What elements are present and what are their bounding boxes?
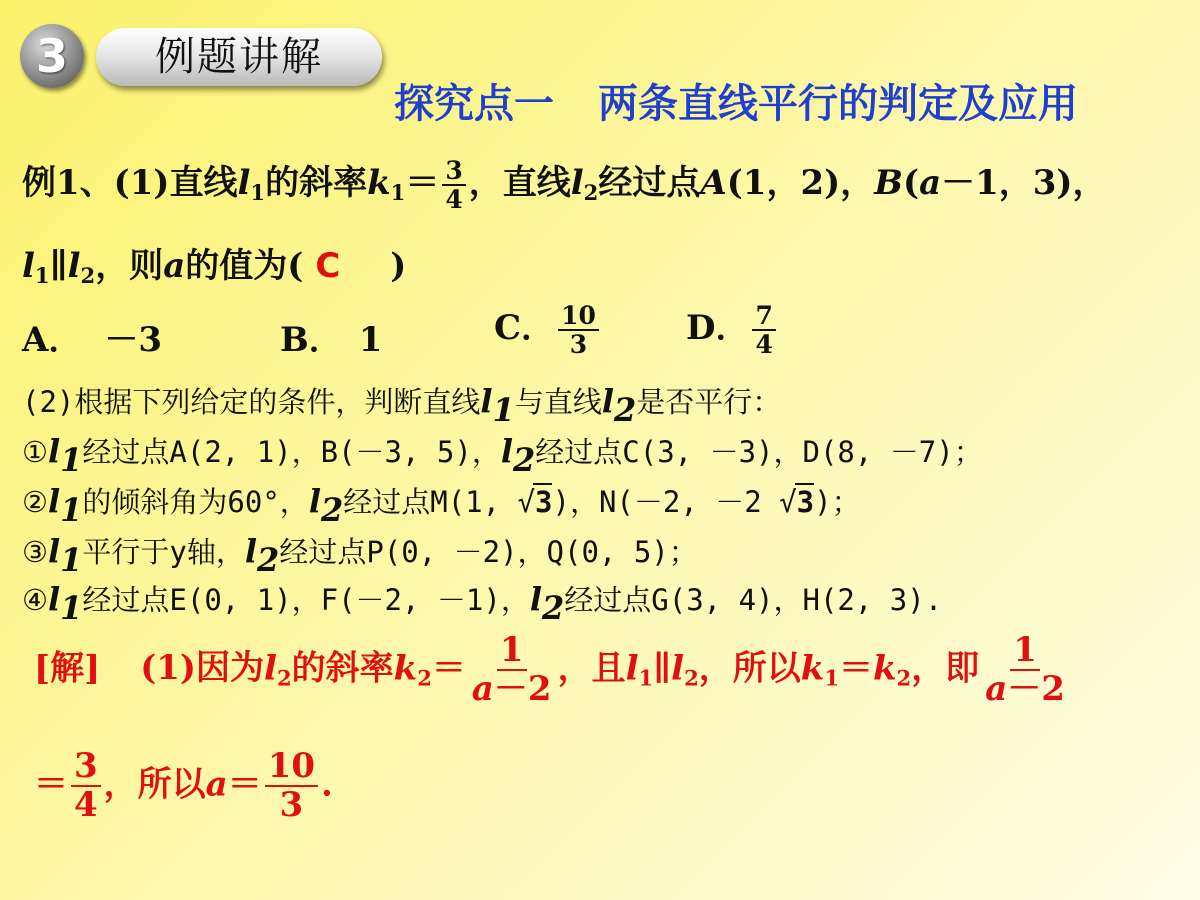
equals: ＝ (838, 648, 873, 689)
coords: (1，2)， (726, 163, 875, 203)
var-l: l (22, 246, 35, 286)
part2-intro (22, 380, 781, 429)
text: 的倾斜角为60°， (82, 485, 309, 519)
sub: 1 (60, 540, 83, 579)
option-d (686, 300, 779, 359)
sub: 1 (492, 390, 515, 429)
var-k: k (872, 648, 897, 689)
sub: 1 (34, 262, 50, 288)
text: )，N(－2, －2 (552, 485, 780, 519)
section-number-badge: 3 (20, 24, 84, 88)
frac-num: 1 (497, 632, 527, 671)
option-label: B． (280, 320, 343, 360)
frac-den (982, 671, 1068, 708)
item-mark: ② (22, 485, 48, 519)
var-a: a (985, 669, 1008, 710)
var-l: l (308, 482, 321, 520)
fraction (469, 632, 555, 709)
text: ，所以 (698, 648, 801, 689)
sqrt-radicand: 3 (535, 485, 553, 519)
example1-prefix: 例1、(1)直线 (22, 163, 238, 203)
topic-prefix: 探究点一 (394, 81, 554, 127)
text: ，即 (911, 648, 980, 689)
fraction (982, 632, 1068, 709)
example1-line2 (22, 238, 406, 288)
equals: ＝ (431, 648, 466, 689)
var-a: a (919, 163, 942, 203)
frac-den: 4 (74, 785, 98, 826)
text: ，则 (95, 246, 164, 286)
text: 是否平行： (636, 385, 782, 419)
sub: 1 (60, 588, 83, 627)
fraction (558, 302, 599, 359)
frac-num: 3 (442, 157, 465, 187)
parallel-symbol: ∥ (49, 246, 68, 286)
paren: ( (902, 163, 920, 203)
solution-line1 (34, 632, 1071, 709)
sub: 1 (250, 179, 266, 205)
option-label: A． (22, 320, 83, 360)
var-l: l (480, 382, 493, 420)
solution-tag: [解] (34, 648, 101, 689)
answer-choice: C (315, 246, 341, 286)
frac-den: 4 (755, 330, 773, 359)
sqrt-symbol: √ (517, 485, 536, 519)
text: ，且 (557, 648, 626, 689)
fraction (442, 157, 465, 214)
var-a: a (163, 246, 186, 286)
text: 经过点M(1, (343, 485, 518, 519)
sub: 2 (613, 390, 637, 429)
sub: 2 (896, 665, 912, 691)
text: ，直线 (468, 163, 571, 203)
var-l: l (529, 580, 543, 618)
item-mark: ④ (22, 583, 48, 617)
var-l: l (601, 382, 614, 420)
option-a (22, 312, 162, 361)
sub: 1 (824, 665, 839, 691)
var-l: l (67, 246, 81, 286)
sub: 2 (684, 665, 699, 691)
sub: 1 (638, 665, 654, 691)
text: (2)根据下列给定的条件，判断直线 (22, 385, 481, 419)
text: －2 (493, 669, 552, 710)
var-l: l (671, 648, 685, 689)
sub: 2 (80, 262, 96, 288)
text: 经过点C(3, －3)，D(8, －7)； (535, 435, 983, 469)
paren: ) (390, 246, 407, 286)
sub: 2 (417, 665, 432, 691)
var-l: l (244, 532, 258, 570)
text: . (321, 764, 333, 805)
sqrt-radicand: 3 (796, 485, 815, 519)
text: 经过点A(2, 1)，B(－3, 5)， (82, 435, 501, 469)
frac-den: 3 (279, 785, 304, 826)
coords: －1，3)， (941, 163, 1107, 203)
frac-num: 7 (752, 302, 775, 332)
var-l: l (48, 482, 61, 520)
sqrt-symbol: √ (779, 485, 797, 519)
frac-num: 3 (71, 748, 101, 787)
text: 经过点G(3, 4)，H(2, 3). (564, 583, 943, 617)
part2-item-1 (22, 430, 983, 479)
point-b: B (874, 163, 903, 203)
equals: ＝ (227, 764, 262, 805)
var-k: k (800, 648, 825, 689)
text: ，所以 (103, 764, 206, 805)
frac-den: 3 (569, 330, 588, 359)
item-mark: ① (22, 435, 48, 469)
text: 经过点 (598, 163, 701, 203)
section-title-pill: 例题讲解 (96, 28, 382, 86)
topic-title: 两条直线平行的判定及应用 (598, 81, 1078, 127)
option-c (494, 300, 602, 359)
option-value: 1 (358, 320, 383, 360)
text: 经过点P(0, －2)，Q(0, 5)； (279, 535, 698, 569)
topic-heading (394, 72, 1078, 129)
sub: 2 (513, 440, 536, 479)
frac-num: 1 (1010, 632, 1040, 671)
text: 经过点E(0, 1)，F(－2, －1)， (82, 583, 530, 617)
sub: 2 (276, 665, 292, 691)
text: 的斜率 (291, 648, 394, 689)
sub: 1 (60, 440, 83, 479)
option-value: －3 (104, 320, 163, 360)
frac-den (469, 671, 555, 708)
var-k: k (367, 163, 391, 203)
var-a: a (471, 669, 494, 710)
var-l: l (570, 163, 584, 203)
option-label: C． (494, 308, 556, 348)
part2-item-3 (22, 530, 698, 579)
var-l: l (625, 648, 639, 689)
item-mark: ③ (22, 535, 48, 569)
part2-item-2 (22, 480, 861, 529)
frac-num: 10 (558, 302, 599, 332)
sub: 2 (257, 540, 280, 579)
text: －2 (1007, 669, 1065, 710)
option-b (280, 312, 382, 361)
sub: 1 (390, 179, 406, 205)
sub: 2 (320, 490, 344, 529)
text: 的斜率 (265, 163, 368, 203)
var-l: l (264, 648, 277, 689)
example1-line1 (22, 155, 1107, 214)
var-l: l (48, 580, 61, 618)
fraction (752, 302, 775, 359)
solution-line2 (34, 748, 333, 825)
var-l: l (237, 163, 251, 203)
point-a: A (700, 163, 727, 203)
var-l: l (48, 432, 61, 470)
text: 平行于y轴， (82, 535, 245, 569)
var-l: l (500, 432, 514, 470)
sub: 2 (542, 588, 565, 627)
equals: ＝ (34, 764, 68, 805)
frac-num: 10 (265, 748, 318, 787)
text: 与直线 (514, 385, 602, 419)
parallel-symbol: ∥ (653, 648, 672, 689)
equals: ＝ (405, 163, 440, 203)
text: 的值为( (185, 246, 304, 286)
fraction (265, 748, 318, 825)
frac-den: 4 (445, 185, 463, 214)
sub: 1 (60, 490, 83, 529)
option-label: D． (686, 308, 750, 348)
fraction (71, 748, 101, 825)
text: (1)因为 (140, 648, 265, 689)
sub: 2 (583, 179, 599, 205)
part2-item-4 (22, 578, 942, 627)
var-k: k (393, 648, 418, 689)
text: )； (814, 485, 861, 519)
var-l: l (48, 532, 61, 570)
var-a: a (205, 764, 228, 805)
